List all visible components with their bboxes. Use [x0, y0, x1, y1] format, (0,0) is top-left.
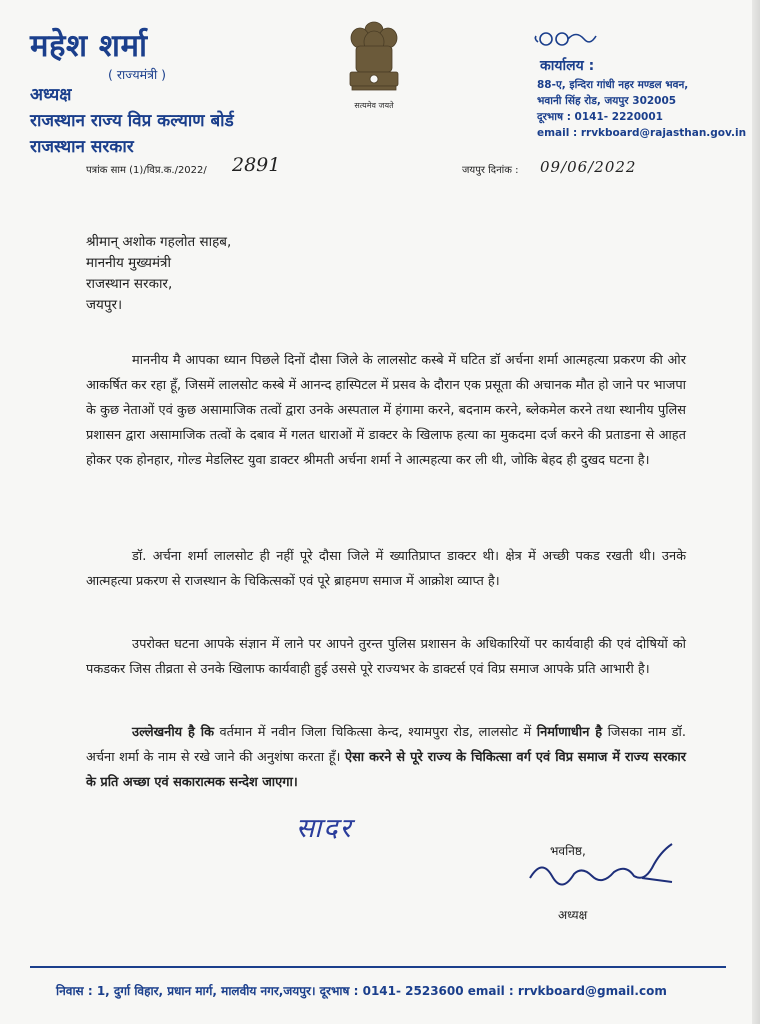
government-name: राजस्थान सरकार	[30, 137, 134, 157]
p4-bold-3: ऐसा करने से पूरे राज्य के चिकित्सा वर्ग एवं विप्र समाज में राज्य सरकार के प्रति अच्छा एवं सकारात्मक सन्देश जाएगा।	[86, 750, 686, 790]
office-address-line2: भवानी सिंह रोड, जयपुर 302005	[537, 95, 677, 107]
footer-residence: निवास : 1, दुर्गा विहार, प्रधान मार्ग, मालवीय नगर,जयपुर। दूरभाष : 0141- 2523600 email : rrvkboard@gmail.com	[56, 984, 667, 998]
office-label: कार्यालय :	[540, 58, 595, 74]
handwritten-sadar: सादर	[296, 813, 353, 844]
p4-text-1: वर्तमान में नवीन जिला चिकित्सा केन्द, श्यामपुरा रोड, लालसोट में	[214, 725, 537, 740]
sender-designation: अध्यक्ष	[30, 85, 72, 105]
p4-text-2: जिसका नाम डॉ. अर्चना शर्मा के नाम से रखे जाने की अनुशंषा करता हूँ।	[86, 725, 686, 765]
signature-icon	[522, 838, 682, 898]
office-phone: दूरभाष : 0141- 2220001	[537, 111, 663, 123]
body-paragraph-3	[86, 632, 686, 682]
p4-bold-2: निर्माणाधीन है	[536, 725, 603, 740]
body-paragraph-4	[86, 720, 686, 795]
office-email: email : rrvkboard@rajasthan.gov.in	[537, 127, 747, 139]
office-address-line1: 88-ए, इन्दिरा गांधी नहर मण्डल भवन,	[537, 79, 689, 91]
addressee-line4: जयपुर।	[86, 297, 123, 313]
body-paragraph-2	[86, 544, 686, 594]
p4-bold-1: उल्लेखनीय है कि	[132, 725, 215, 740]
reference-number: 2891	[232, 154, 281, 176]
letter-date: 09/06/2022	[540, 158, 637, 176]
addressee-line2: माननीय मुख्यमंत्री	[86, 255, 171, 271]
sender-name: महेश शर्मा	[30, 28, 148, 64]
reference-label: पत्रांक साम (1)/विप्र.क./2022/	[86, 165, 207, 176]
date-label: जयपुर दिनांक :	[462, 165, 519, 176]
footer-divider	[30, 966, 726, 968]
board-name: राजस्थान राज्य विप्र कल्याण बोर्ड	[30, 111, 234, 131]
body-paragraph-1	[86, 348, 686, 473]
body-paragraph-2-text: डॉ. अर्चना शर्मा लालसोट ही नहीं पूरे दौसा जिले में ख्यातिप्राप्त डाक्टर थी। क्षेत्र में अच्छी पकड रखती थी। उनके आत्महत्या प्रकरण से राजस्थान के चिकित्सकों एवं पूरे ब्राहमण समाज में आक्रोश व्याप्त है।	[86, 549, 686, 589]
addressee-line3: राजस्थान सरकार,	[86, 276, 173, 292]
board-logo-icon	[532, 28, 602, 50]
signatory-designation: अध्यक्ष	[558, 908, 588, 922]
body-paragraph-1-text: माननीय मै आपका ध्यान पिछले दिनों दौसा जिले के लालसोट कस्बे में घटित डॉ अर्चना शर्मा आत्महत्या प्रकरण की ओर आकर्षित कर रहा हूँ, जिसमें लालसोट कस्बे में आनन्द हास्पिटल में प्रसव के दौरान एक प्रसूता की अचानक मौत हो जाने पर भाजपा के कुछ नेताओं एवं कुछ असामाजिक तत्वों द्वारा उनके अस्पताल में हंगामा करने, बदनाम करने, ब्लेकमेल करने तथा स्थानीय पुलिस प्रशासन द्वारा असामाजिक तत्वों के दबाव में गलत धाराओं में डाक्टर के खिलाफ हत्या का मुकदमा दर्ज करने की प्रताडना से आहत होकर एक होनहार, गोल्ड मेडलिस्ट युवा डाक्टर श्रीमती अर्चना शर्मा ने आत्महत्या कर ली थी, जोकि बेहद ही दुखद घटना है।	[86, 353, 686, 468]
addressee-line1: श्रीमान् अशोक गहलोत साहब,	[86, 234, 232, 250]
sender-rank: ( राज्यमंत्री )	[108, 67, 167, 82]
national-emblem-icon	[342, 16, 406, 108]
emblem-motto: सत्यमेव जयते	[354, 101, 394, 110]
page-edge	[752, 0, 760, 1024]
body-paragraph-3-text: उपरोक्त घटना आपके संज्ञान में लाने पर आपने तुरन्त पुलिस प्रशासन के अधिकारियों पर कार्यवाही की एवं दोषियों को पकडकर जिस तीव्रता से उनके खिलाफ कार्यवाही हुई उससे पूरे राज्यभर के डाक्टर्स एवं विप्र समाज आपके प्रति आभारी है।	[86, 637, 686, 677]
closing-yours: भवनिष्ठ,	[550, 844, 586, 858]
